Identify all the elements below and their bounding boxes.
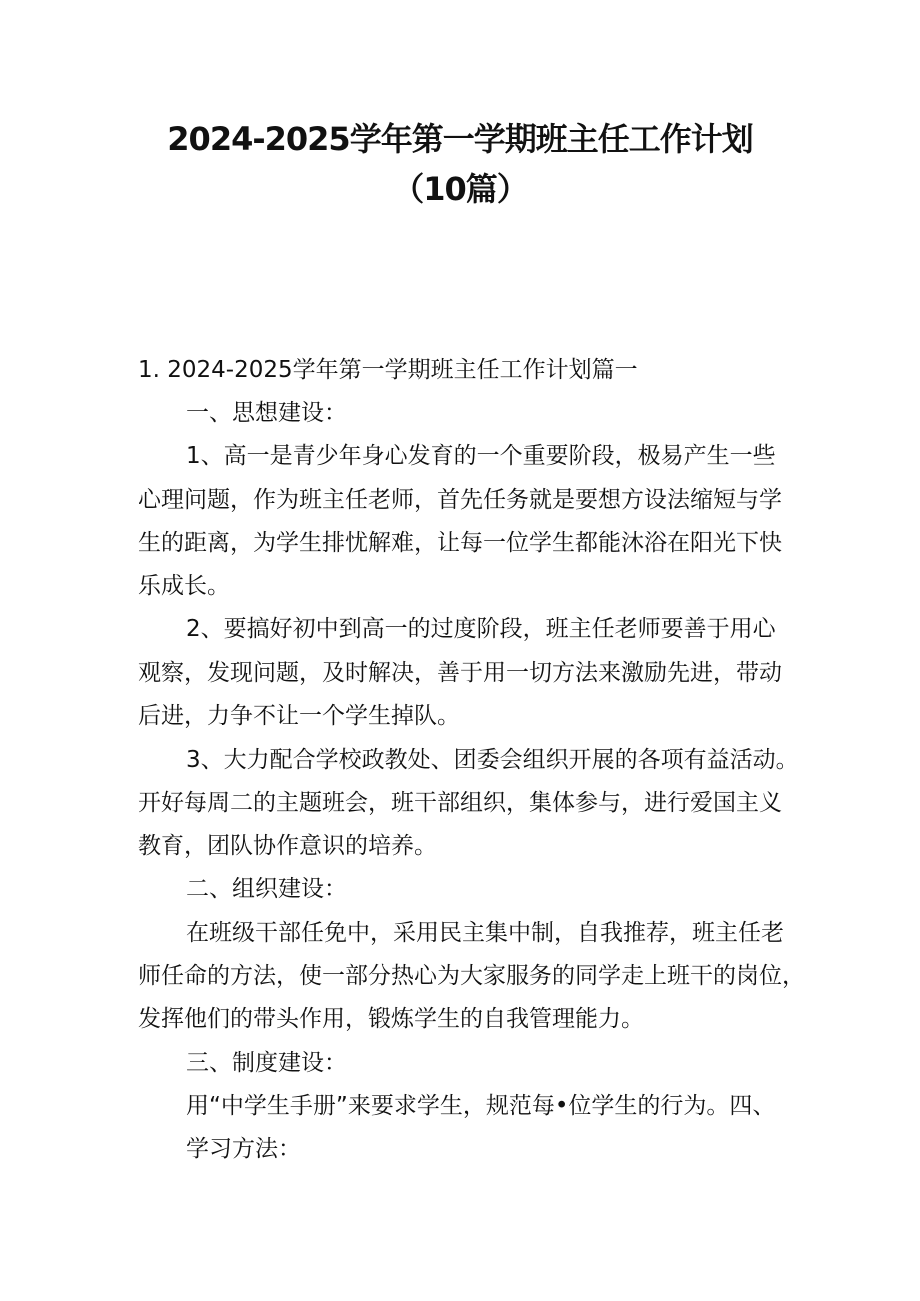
heading-organization: 二、组织建设： xyxy=(186,876,347,902)
paragraph-line: 在班级干部任免中，采用民主集中制，自我推荐，班主任老 xyxy=(186,920,784,946)
paragraph-line: 生的距离，为学生排忧解难，让每一位学生都能沐浴在阳光下快 xyxy=(138,530,782,556)
section-heading: 1. 2024-2025学年第一学期班主任工作计划篇一 xyxy=(138,357,638,383)
paragraph-line: 3、大力配合学校政教处、团委会组织开展的各项有益活动。 xyxy=(186,747,799,773)
document-title-count: （10篇） xyxy=(392,170,528,208)
paragraph-line: 后进，力争不让一个学生掉队。 xyxy=(138,703,460,729)
paragraph-line: 1、高一是青少年身心发育的一个重要阶段，极易产生一些 xyxy=(186,443,776,469)
paragraph-line: 乐成长。 xyxy=(138,573,230,599)
heading-ideology: 一、思想建设： xyxy=(186,400,347,426)
paragraph-line: 用“中学生手册”来要求学生，规范每•位学生的行为。四、 xyxy=(186,1093,776,1119)
document-title: 2024-2025学年第一学期班主任工作计划 xyxy=(167,120,753,158)
paragraph-line: 2、要搞好初中到高一的过度阶段，班主任老师要善于用心 xyxy=(186,616,776,642)
paragraph-line: 心理问题，作为班主任老师，首先任务就是要想方设法缩短与学 xyxy=(138,487,782,513)
paragraph-line: 教育，团队协作意识的培养。 xyxy=(138,833,437,859)
paragraph-line: 师任命的方法，使一部分热心为大家服务的同学走上班干的岗位， xyxy=(138,963,805,989)
paragraph-line: 观察，发现问题，及时解决，善于用一切方法来激励先进，带动 xyxy=(138,660,782,686)
heading-system: 三、制度建设： xyxy=(186,1050,347,1076)
paragraph-line: 开好每周二的主题班会，班干部组织，集体参与，进行爱国主义 xyxy=(138,790,782,816)
paragraph-line: 学习方法： xyxy=(186,1136,301,1162)
paragraph-line: 发挥他们的带头作用，锻炼学生的自我管理能力。 xyxy=(138,1006,644,1032)
